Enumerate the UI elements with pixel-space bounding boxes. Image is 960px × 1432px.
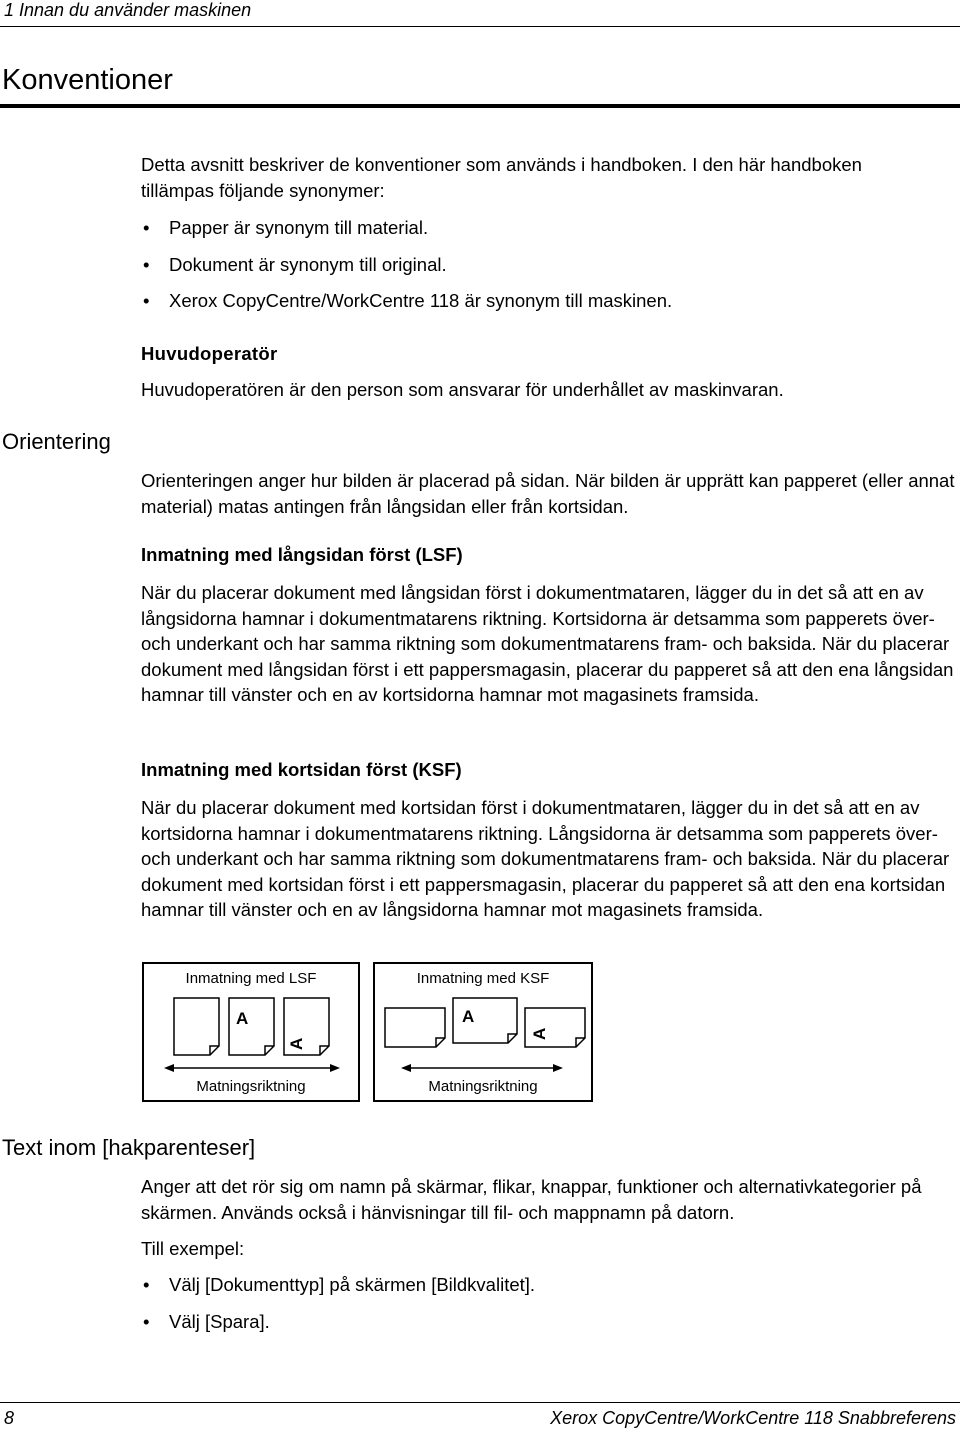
figure-lsf-title: Inmatning med LSF bbox=[185, 970, 317, 987]
figure-ksf bbox=[373, 962, 593, 1102]
letter-a-label: A bbox=[462, 1007, 475, 1026]
figure-lsf bbox=[142, 962, 360, 1102]
intro-paragraph: Detta avsnitt beskriver de konventioner som används i handboken. I den här handboken tillämpas följande synonymer: bbox=[141, 154, 862, 201]
arrow-head-left bbox=[164, 1064, 174, 1072]
running-header: 1 Innan du använder maskinen bbox=[4, 0, 252, 20]
orientering-paragraph: Orienteringen anger hur bilden är placerad på sidan. När bilden är upprätt kan papperet (eller annat material) matas antingen från långsidan eller från kortsidan. bbox=[141, 470, 955, 517]
list-item: • Dokument är synonym till original. bbox=[141, 252, 921, 278]
huvudoperator-paragraph: Huvudoperatören är den person som ansvarar för underhållet av maskinvaran. bbox=[141, 379, 784, 400]
letter-a-rotated-label: A bbox=[287, 1037, 306, 1050]
example-label: Till exempel: bbox=[141, 1238, 245, 1259]
ksf-paragraph: När du placerar dokument med kortsidan först i dokumentmataren, lägger du in det så att en av kortsidorna hamnar i dokumentmatarens riktning. Långsidorna är detsamma som papperets över- och underkant och har samma riktning som dokumentmatarens fram- och baksida. När du placerar dokument med kortsidan först i ett pappersmagasin, placerar du papperet så att den ena kortsidan hamnar till vänster och en av långsidorna hamnar mot magasinets framsida. bbox=[141, 797, 950, 920]
figure-ksf-caption: Matningsriktning bbox=[428, 1078, 538, 1095]
header-rule bbox=[0, 26, 960, 27]
section-heading-orientering: Orientering bbox=[2, 429, 111, 454]
brackets-bullet-list bbox=[141, 1272, 921, 1334]
arrow-head-right bbox=[330, 1064, 340, 1072]
arrow-head-left bbox=[401, 1064, 411, 1072]
page-number: 8 bbox=[4, 1408, 15, 1428]
subheading-huvudoperator: Huvudoperatör bbox=[141, 343, 278, 364]
subheading-lsf: Inmatning med långsidan först (LSF) bbox=[141, 544, 463, 565]
list-item: • Xerox CopyCentre/WorkCentre 118 är synonym till maskinen. bbox=[141, 288, 921, 314]
brackets-paragraph: Anger att det rör sig om namn på skärmar, flikar, knappar, funktioner och alternativkategorier på skärmen. Används också i hänvisningar till fil- och mappnamn på datorn. bbox=[141, 1176, 922, 1223]
letter-a-rotated-label: A bbox=[530, 1027, 549, 1040]
list-item: • Papper är synonym till material. bbox=[141, 215, 921, 241]
page-title: Konventioner bbox=[2, 64, 173, 96]
title-rule bbox=[0, 104, 960, 108]
figure-ksf-title: Inmatning med KSF bbox=[416, 970, 550, 987]
figure-lsf-caption: Matningsriktning bbox=[196, 1078, 306, 1095]
footer-product: Xerox CopyCentre/WorkCentre 118 Snabbreferens bbox=[550, 1408, 956, 1428]
intro-bullet-list bbox=[141, 215, 921, 314]
list-item: • Välj [Spara]. bbox=[141, 1309, 921, 1335]
letter-a-label: A bbox=[236, 1009, 249, 1028]
lsf-paragraph: När du placerar dokument med långsidan först i dokumentmataren, lägger du in det så att en av långsidorna hamnar i dokumentmatarens riktning. Kortsidorna är detsamma som papperets över- och underkant och har samma riktning som dokumentmatarens fram- och baksida. När du placerar dokument med långsidan först i ett pappersmagasin, placerar du papperet så att den ena långsidan hamnar till vänster och en av kortsidorna hamnar mot magasinets framsida. bbox=[141, 582, 954, 705]
footer-rule bbox=[0, 1402, 960, 1403]
subheading-ksf: Inmatning med kortsidan först (KSF) bbox=[141, 759, 462, 780]
list-item: • Välj [Dokumenttyp] på skärmen [Bildkvalitet]. bbox=[141, 1272, 921, 1298]
arrow-head-right bbox=[553, 1064, 563, 1072]
section-heading-brackets: Text inom [hakparenteser] bbox=[2, 1135, 256, 1160]
